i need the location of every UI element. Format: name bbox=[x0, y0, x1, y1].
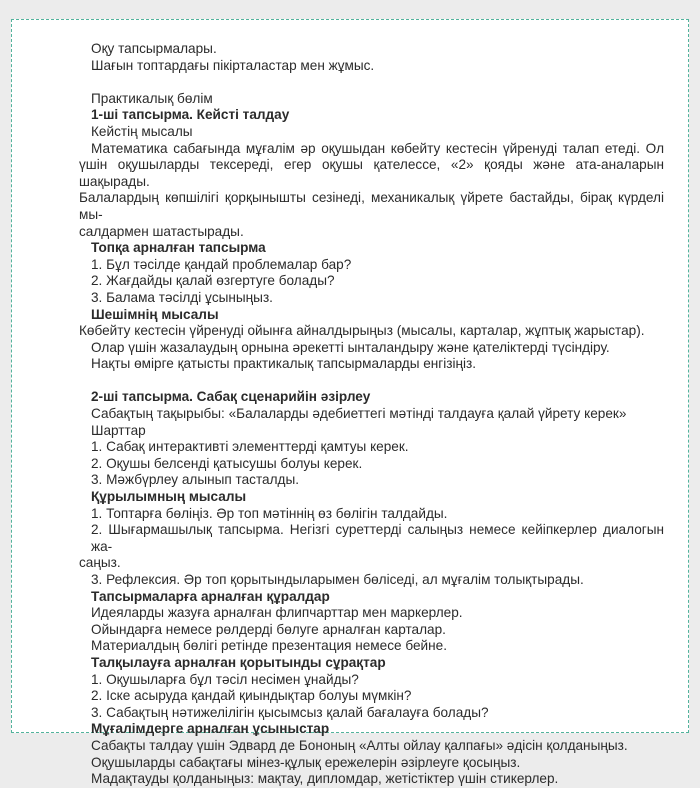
task2-topic: Сабақтың тақырыбы: «Балаларды әдебиеттегі мәтінді талдауға қалай үйрету керек» bbox=[91, 406, 627, 422]
task1-title: 1-ші тапсырма. Кейсті талдау bbox=[91, 107, 290, 123]
task1-solution-line: Көбейту кестесін үйренуді ойынға айналдырыңыз (мысалы, карталар, жұптық жарыстар). bbox=[79, 323, 645, 339]
task2-teacher-tip: Сабақты талдау үшін Эдвард де Бононың «Алты ойлау қалпағы» әдісін қолданыңыз. bbox=[91, 737, 628, 753]
task2-structure-heading: Құрылымның мысалы bbox=[91, 489, 247, 505]
task2-teachers-heading: Мұғалімдерге арналған ұсыныстар bbox=[91, 721, 330, 737]
task2-teacher-tip: Мадақтауды қолданыңыз: мақтау, дипломдар, жетістіктер үшін стикерлер. bbox=[91, 771, 559, 787]
task1-question: 3. Балама тәсілді ұсыныңыз. bbox=[91, 289, 273, 305]
task1-body-line: үшін оқушыларды тексереді, егер оқушы қателессе, «2» қояды және ата-аналарын шақырады. bbox=[79, 157, 664, 189]
practical-heading: Практикалық бөлім bbox=[91, 90, 213, 106]
task2-condition: 2. Оқушы белсенді қатысушы болуы керек. bbox=[91, 455, 363, 471]
task2-tool: Материалдың бөлігі ретінде презентация немесе бейне. bbox=[91, 638, 447, 654]
document-content bbox=[79, 41, 664, 788]
task1-solution-line: Нақты өмірге қатысты практикалық тапсырмаларды енгізіңіз. bbox=[91, 356, 477, 372]
task2-structure-line: 1. Топтарға бөліңіз. Әр топ мәтіннің өз бөлігін талдайды. bbox=[91, 505, 448, 521]
intro-line: Шағын топтардағы пікірталастар мен жұмыс. bbox=[91, 57, 375, 73]
task1-body-line: салдармен шатастырады. bbox=[79, 223, 244, 239]
task2-tool: Идеяларды жазуға арналған флипчарттар мен маркерлер. bbox=[91, 605, 463, 621]
task1-subtitle: Кейстің мысалы bbox=[91, 123, 193, 139]
task2-questions-heading: Талқылауға арналған қорытынды сұрақтар bbox=[91, 654, 386, 670]
task2-condition: 1. Сабақ интерактивті элементтерді қамтуы керек. bbox=[91, 439, 409, 455]
task1-body-line: Математика сабағында мұғалім әр оқушыдан көбейту кестесін үйренуді талап етеді. Ол bbox=[91, 140, 664, 156]
task2-structure-line: 3. Рефлексия. Әр топ қорытындыларымен бөліседі, ал мұғалім толықтырады. bbox=[91, 572, 584, 587]
task1-body-line: Балалардың көпшілігі қорқынышты сезінеді, механикалық үйрете бастайды, бірақ күрделі мы- bbox=[79, 190, 664, 222]
task2-teacher-tip: Оқушыларды сабақтағы мінез-құлық ережелерін әзірлеуге қосыңыз. bbox=[91, 754, 521, 770]
document-frame bbox=[11, 19, 689, 787]
spacer bbox=[79, 373, 664, 390]
task2-tool: Ойындарға немесе рөлдерді бөлуге арналған карталар. bbox=[91, 621, 446, 637]
task2-condition: 3. Мәжбүрлеу алынып тасталды. bbox=[91, 472, 299, 488]
task2-structure-line: саңыз. bbox=[79, 555, 121, 571]
task2-conditions-heading: Шарттар bbox=[91, 422, 146, 438]
task1-solution-heading: Шешімнің мысалы bbox=[91, 306, 219, 322]
task2-question: 2. Іске асыруда қандай қиындықтар болуы мүмкін? bbox=[91, 688, 412, 704]
task2-title: 2-ші тапсырма. Сабақ сценарийін әзірлеу bbox=[91, 389, 371, 405]
task2-structure-line: 2. Шығармашылық тапсырма. Негізгі суреттерді салыңыз немесе кейіпкерлер диалогын жа- bbox=[91, 522, 664, 554]
task1-solution-line: Олар үшін жазалаудың орнына әрекетті ынталандыру және қателіктерді түсіндіру. bbox=[91, 339, 610, 355]
task1-question: 1. Бұл тәсілде қандай проблемалар бар? bbox=[91, 256, 352, 272]
task2-question: 3. Сабақтың нәтижелілігін қысымсыз қалай бағалауға болады? bbox=[91, 704, 489, 720]
task2-question: 1. Оқушыларға бұл тәсіл несімен ұнайды? bbox=[91, 671, 359, 687]
spacer bbox=[79, 74, 664, 91]
intro-line: Оқу тапсырмалары. bbox=[91, 41, 217, 56]
task1-group-heading: Топқа арналған тапсырма bbox=[91, 240, 266, 256]
task1-question: 2. Жағдайды қалай өзгертуге болады? bbox=[91, 273, 335, 289]
task2-tools-heading: Тапсырмаларға арналған құралдар bbox=[91, 588, 330, 604]
